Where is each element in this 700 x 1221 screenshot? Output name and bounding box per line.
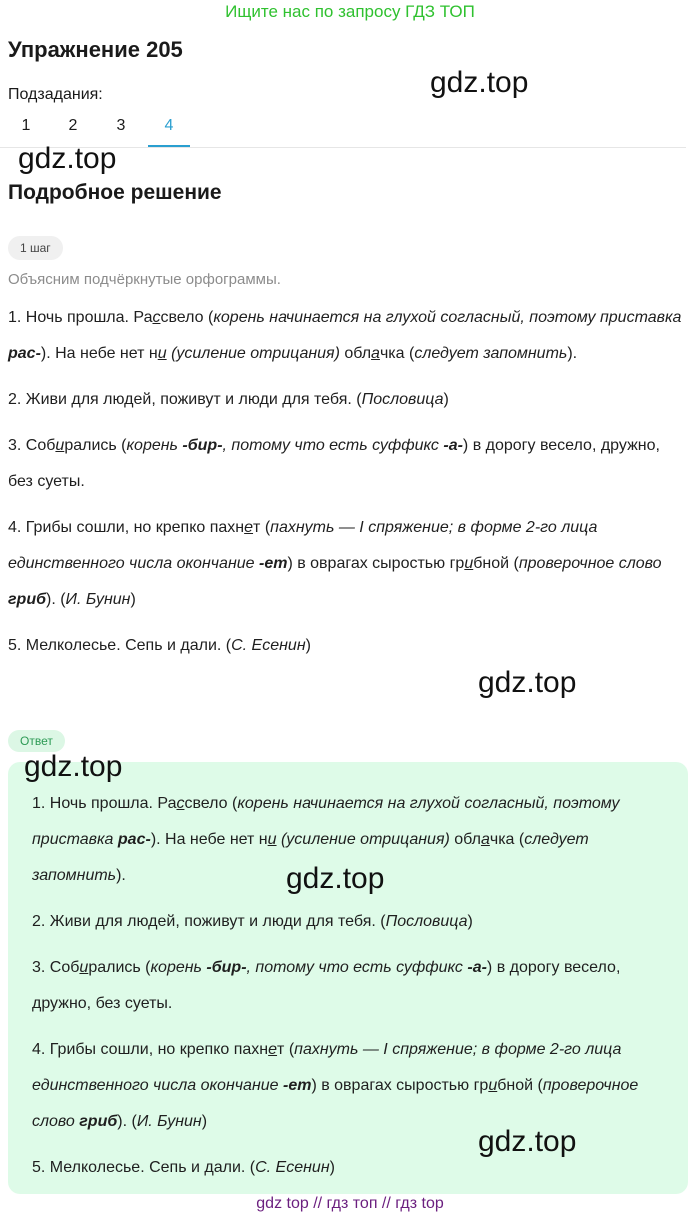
intro-text: Объясним подчёркнутые орфограммы.	[8, 271, 281, 288]
answer-sentence-1: 1. Ночь прошла. Рассвело (корень начинается на глухой согласный, поэтому приставка рас-). На небе нет ни (усиление отрицания) облачка (следует запомнить).	[32, 795, 620, 884]
watermark: gdz.top	[478, 1125, 577, 1158]
tab-3[interactable]: 3	[116, 117, 126, 134]
solution-text	[8, 300, 688, 674]
tab-4[interactable]: 4	[148, 114, 190, 147]
step-badge: 1 шаг	[8, 236, 63, 260]
watermark: gdz.top	[286, 862, 385, 895]
tab-1[interactable]: 1	[21, 117, 31, 134]
page-title: Упражнение 205	[8, 37, 183, 62]
sentence-5: 5. Мелколесье. Сепь и дали. (С. Есенин)	[8, 637, 311, 654]
sentence-1: 1. Ночь прошла. Рассвело (корень начинается на глухой согласный, поэтому приставка рас-). На небе нет ни (усиление отрицания) облачка (следует запомнить).	[8, 309, 682, 362]
sentence-2: 2. Живи для людей, поживут и люди для тебя. (Пословица)	[8, 391, 449, 408]
watermark: gdz.top	[430, 66, 529, 99]
watermark: gdz.top	[478, 666, 577, 699]
answer-sentence-3: 3. Собирались (корень -бир-, потому что есть суффикс -а-) в дорогу весело, дружно, без суеты.	[32, 959, 621, 1012]
sentence-3: 3. Собирались (корень -бир-, потому что есть суффикс -а-) в дорогу весело, дружно, без суеты.	[8, 437, 660, 490]
answer-sentence-4: 4. Грибы сошли, но крепко пахнет (пахнуть — I спряжение; в форме 2-го лица единственного числа окончание -ет) в оврагах сыростью грибной (проверочное слово гриб). (И. Бунин)	[32, 1041, 639, 1130]
section-title: Подробное решение	[8, 181, 222, 204]
sentence-4: 4. Грибы сошли, но крепко пахнет (пахнуть — I спряжение; в форме 2-го лица единственного числа окончание -ет) в оврагах сыростью грибной (проверочное слово гриб). (И. Бунин)	[8, 519, 662, 608]
tab-2[interactable]: 2	[68, 117, 78, 134]
answer-sentence-2: 2. Живи для людей, поживут и люди для тебя. (Пословица)	[32, 913, 473, 930]
answer-sentence-5: 5. Мелколесье. Сепь и дали. (С. Есенин)	[32, 1159, 335, 1176]
top-banner: Ищите нас по запросу ГДЗ ТОП	[225, 2, 475, 21]
footer-links[interactable]: gdz top // гдз топ // гдз top	[256, 1195, 444, 1212]
watermark: gdz.top	[24, 750, 123, 783]
watermark: gdz.top	[18, 142, 117, 175]
answer-badge: Ответ	[8, 730, 65, 752]
subtasks-label: Подзадания:	[8, 86, 103, 103]
